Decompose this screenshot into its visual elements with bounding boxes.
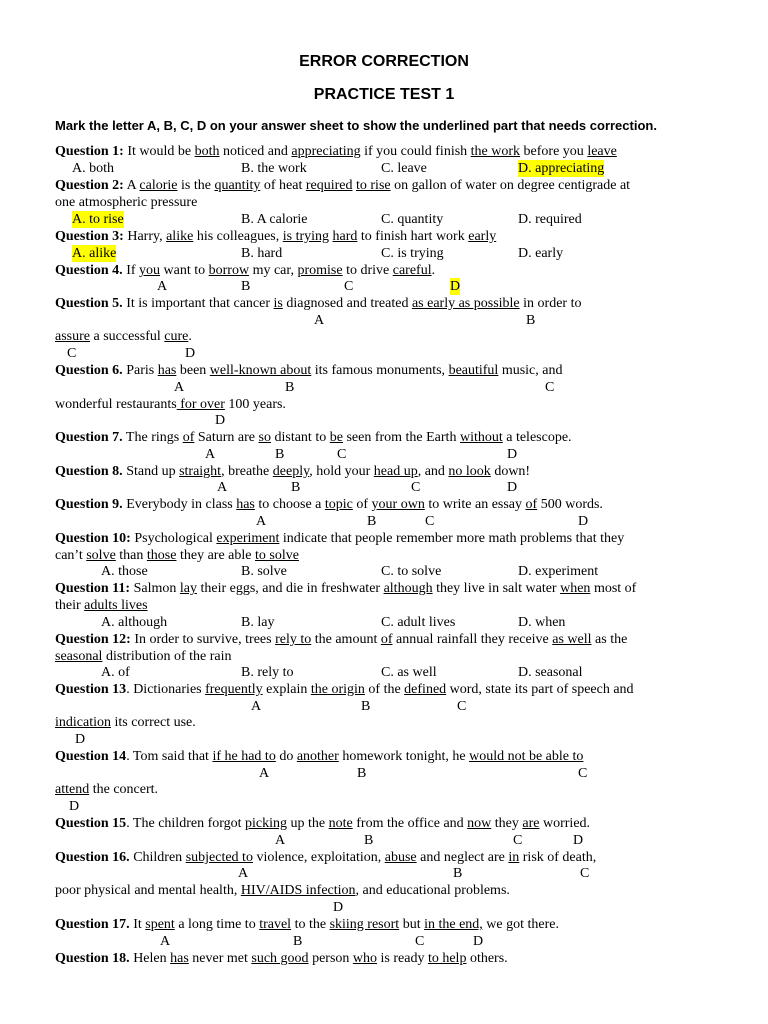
question-2-option-a-highlighted[interactable]: A. to rise	[72, 212, 124, 227]
question-9-label-d: D	[578, 514, 589, 529]
question-15-label-a: A	[275, 833, 286, 848]
question-4-label-c: C	[344, 279, 354, 294]
question-11-option-a[interactable]: A. although	[101, 615, 168, 630]
question-10-option-b[interactable]: B. solve	[241, 564, 287, 579]
question-16-label-c: C	[580, 866, 590, 881]
question-17-text: Question 17. It spent a long time to travel to the skiing resort but in the end, we got there.	[55, 917, 559, 932]
question-5-label-a: A	[314, 313, 325, 328]
page-subtitle: PRACTICE TEST 1	[313, 86, 455, 103]
question-2-text-continued: one atmospheric pressure	[55, 195, 198, 210]
question-12-text-continued: seasonal distribution of the rain	[55, 649, 232, 664]
question-4-label-a: A	[157, 279, 168, 294]
question-17-label-a: A	[160, 934, 171, 949]
question-7-label-c: C	[337, 447, 347, 462]
question-10-text: Question 10: Psychological experiment indicate that people remember more math problems that they	[55, 531, 625, 546]
question-6-label-a: A	[174, 380, 185, 395]
question-14-label-b: B	[357, 766, 367, 781]
question-1-option-d-highlighted[interactable]: D. appreciating	[518, 161, 605, 176]
question-6-label-d: D	[215, 413, 226, 428]
question-3-option-b[interactable]: B. hard	[241, 246, 283, 261]
question-1-text: Question 1: It would be both noticed and appreciating if you could finish the work before you leave	[55, 144, 617, 159]
question-14-label-c: C	[578, 766, 588, 781]
question-10-text-continued: can’t solve than those they are able to solve	[55, 548, 299, 563]
question-5-label-b: B	[526, 313, 536, 328]
question-12-option-c[interactable]: C. as well	[381, 665, 437, 680]
question-16-text-continued: poor physical and mental health, HIV/AIDS infection, and educational problems.	[55, 883, 510, 898]
question-9-label-c: C	[425, 514, 435, 529]
question-4-text: Question 4. If you want to borrow my car, promise to drive careful.	[55, 263, 436, 278]
question-7-text: Question 7. The rings of Saturn are so distant to be seen from the Earth without a telescope.	[55, 430, 572, 445]
question-10-option-d[interactable]: D. experiment	[518, 564, 599, 579]
question-3-option-c[interactable]: C. is trying	[381, 246, 444, 261]
question-16-text: Question 16. Children subjected to violence, exploitation, abuse and neglect are in risk of death,	[55, 850, 597, 865]
question-12-text: Question 12: In order to survive, trees rely to the amount of annual rainfall they receive as well as the	[55, 632, 628, 647]
question-17-label-c: C	[415, 934, 425, 949]
question-4-label-d-highlighted: D	[450, 279, 461, 294]
question-13-label-d: D	[75, 732, 86, 747]
question-12-option-a[interactable]: A. of	[101, 665, 130, 680]
question-16-label-b: B	[453, 866, 463, 881]
question-5-text-continued: assure a successful cure.	[55, 329, 192, 344]
question-3-text: Question 3: Harry, alike his colleagues, is trying hard to finish hart work early	[55, 229, 497, 244]
question-11-text-continued: their adults lives	[55, 598, 148, 613]
question-6-label-b: B	[285, 380, 295, 395]
question-15-label-d: D	[573, 833, 584, 848]
page-title: ERROR CORRECTION	[299, 53, 469, 70]
question-9-text: Question 9. Everybody in class has to choose a topic of your own to write an essay of 500 words.	[55, 497, 603, 512]
question-7-label-b: B	[275, 447, 285, 462]
question-6-label-c: C	[545, 380, 555, 395]
question-1-option-c[interactable]: C. leave	[381, 161, 427, 176]
question-5-label-d: D	[185, 346, 196, 361]
question-15-label-b: B	[364, 833, 374, 848]
question-11-option-d[interactable]: D. when	[518, 615, 566, 630]
question-3-option-a-highlighted[interactable]: A. alike	[72, 246, 117, 261]
question-13-text: Question 13. Dictionaries frequently explain the origin of the defined word, state its part of speech and	[55, 682, 634, 697]
question-8-label-b: B	[291, 480, 301, 495]
question-8-label-d: D	[507, 480, 518, 495]
question-5-text: Question 5. It is important that cancer is diagnosed and treated as early as possible in order to	[55, 296, 582, 311]
question-2-text: Question 2: A calorie is the quantity of heat required to rise on gallon of water on degree centigrade at	[55, 178, 631, 193]
question-11-option-c[interactable]: C. adult lives	[381, 615, 456, 630]
question-1-option-a[interactable]: A. both	[72, 161, 114, 176]
question-6-text-continued: wonderful restaurants for over 100 years.	[55, 397, 286, 412]
question-12-option-b[interactable]: B. rely to	[241, 665, 294, 680]
question-16-label-d: D	[333, 900, 344, 915]
question-15-label-c: C	[513, 833, 523, 848]
question-7-label-a: A	[205, 447, 216, 462]
question-10-option-a[interactable]: A. those	[101, 564, 148, 579]
question-2-option-d[interactable]: D. required	[518, 212, 582, 227]
question-4-label-b: B	[241, 279, 251, 294]
question-8-label-c: C	[411, 480, 421, 495]
question-14-label-a: A	[259, 766, 270, 781]
question-17-label-d: D	[473, 934, 484, 949]
question-18-text: Question 18. Helen has never met such good person who is ready to help others.	[55, 951, 508, 966]
question-1-option-b[interactable]: B. the work	[241, 161, 307, 176]
question-13-label-b: B	[361, 699, 371, 714]
question-2-option-c[interactable]: C. quantity	[381, 212, 444, 227]
question-9-label-b: B	[367, 514, 377, 529]
question-14-text: Question 14. Tom said that if he had to do another homework tonight, he would not be able to	[55, 749, 584, 764]
question-13-label-a: A	[251, 699, 262, 714]
question-3-option-d[interactable]: D. early	[518, 246, 564, 261]
question-17-label-b: B	[293, 934, 303, 949]
instruction-text: Mark the letter A, B, C, D on your answer sheet to show the underlined part that needs correction.	[55, 118, 657, 133]
question-11-option-b[interactable]: B. lay	[241, 615, 275, 630]
question-16-label-a: A	[238, 866, 249, 881]
question-11-text: Question 11: Salmon lay their eggs, and die in freshwater although they live in salt water when most of	[55, 581, 637, 596]
question-8-text: Question 8. Stand up straight, breathe deeply, hold your head up, and no look down!	[55, 464, 531, 479]
question-10-option-c[interactable]: C. to solve	[381, 564, 442, 579]
question-15-text: Question 15. The children forgot picking up the note from the office and now they are worried.	[55, 816, 591, 831]
question-13-text-continued: indication its correct use.	[55, 715, 196, 730]
question-12-option-d[interactable]: D. seasonal	[518, 665, 583, 680]
question-8-label-a: A	[217, 480, 228, 495]
question-5-label-c: C	[67, 346, 77, 361]
question-14-label-d: D	[69, 799, 80, 814]
question-2-option-b[interactable]: B. A calorie	[241, 212, 308, 227]
question-6-text: Question 6. Paris has been well-known about its famous monuments, beautiful music, and	[55, 363, 563, 378]
question-7-label-d: D	[507, 447, 518, 462]
question-9-label-a: A	[256, 514, 267, 529]
question-13-label-c: C	[457, 699, 467, 714]
question-14-text-continued: attend the concert.	[55, 782, 159, 797]
